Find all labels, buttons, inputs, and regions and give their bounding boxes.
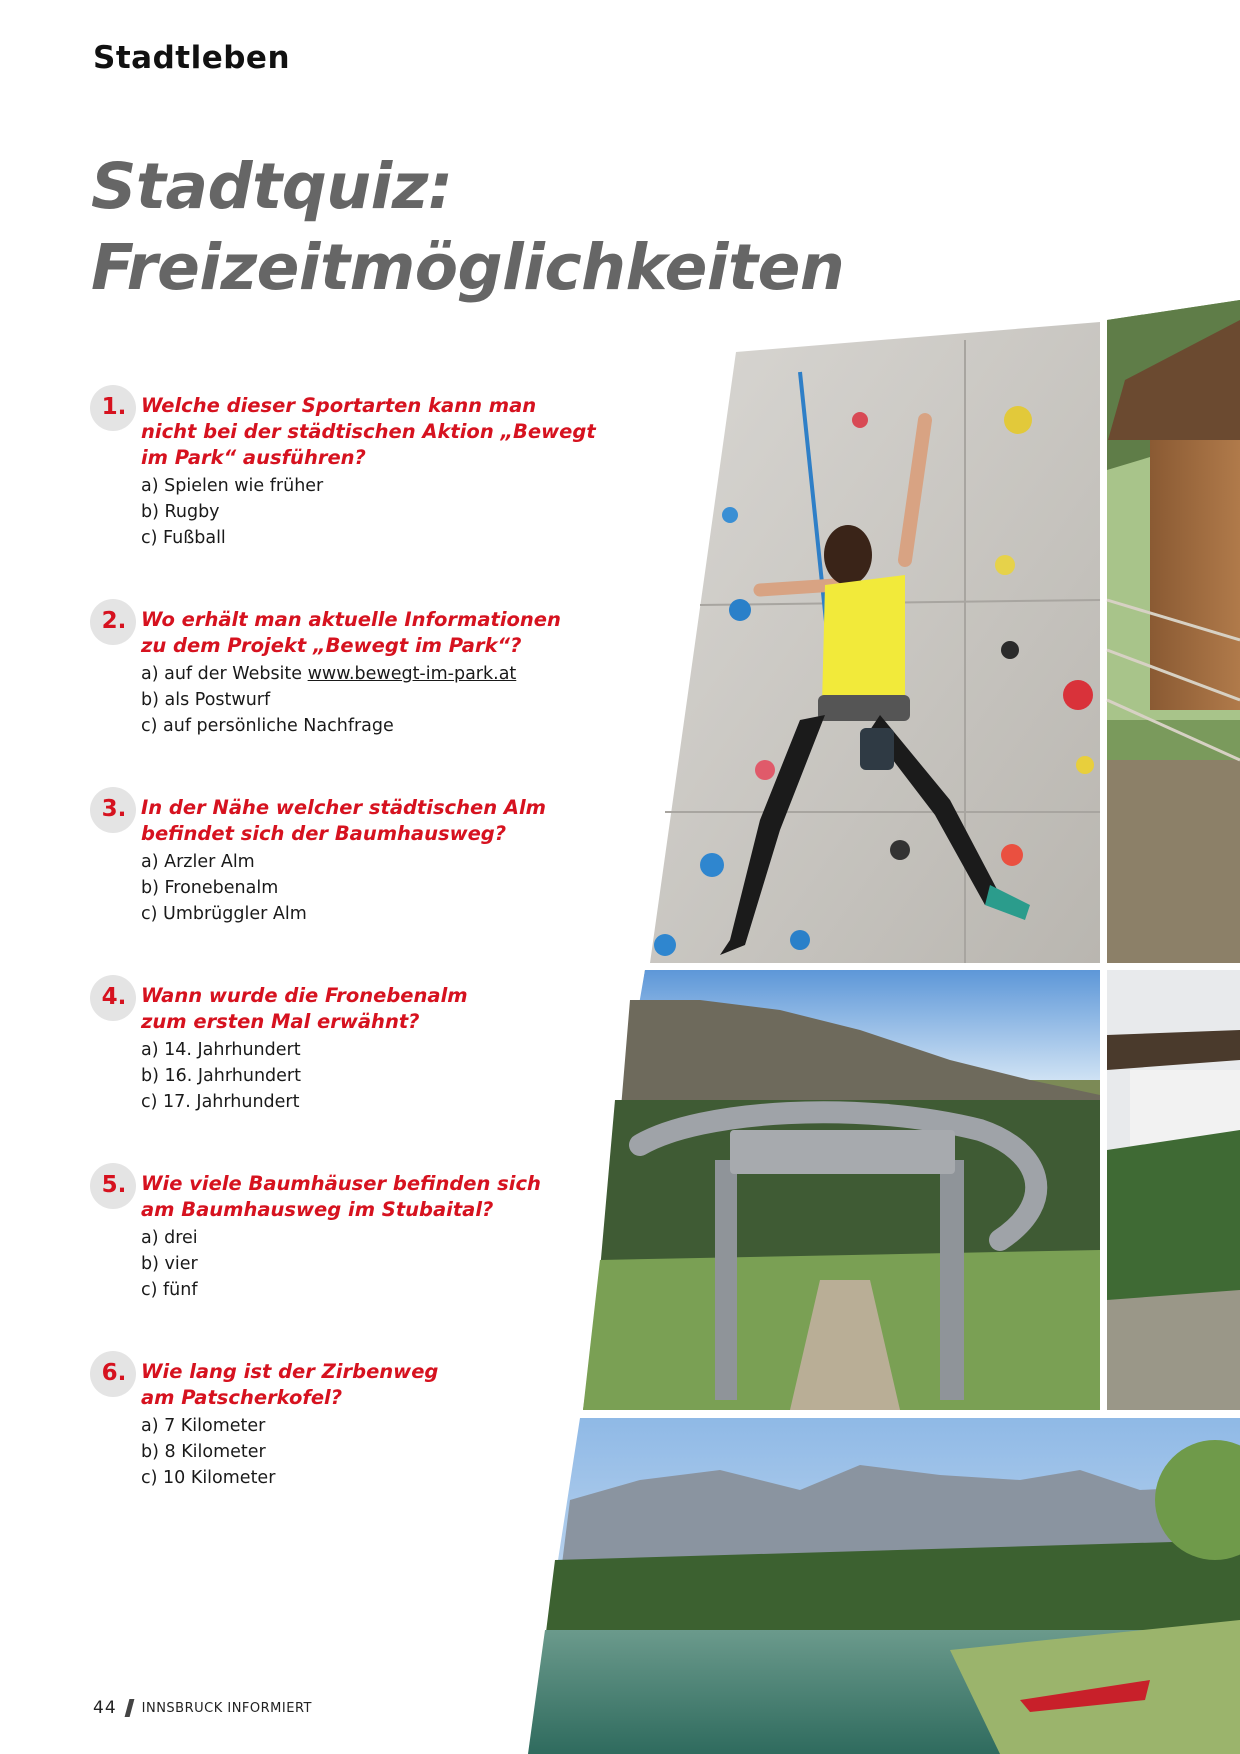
question-number: 3. [90,787,136,833]
question-text [141,607,610,659]
answer-option: a) Arzler Alm [141,852,255,872]
question-line: Wie viele Baumhäuser befinden sich [141,1172,541,1195]
question-line: am Patscherkofel? [141,1386,343,1409]
page-footer [93,1698,312,1718]
answer-list [141,849,610,927]
question-3 [90,795,610,927]
answer-option: a) Spielen wie früher [141,476,324,496]
answer-option: c) 17. Jahrhundert [141,1092,300,1112]
title-line-1: Stadtquiz: [91,150,453,223]
answer-list [141,1037,610,1115]
answer-option: b) 8 Kilometer [141,1442,266,1462]
answer-list [141,1225,610,1303]
answer-option: b) Rugby [141,502,220,522]
answer-option: c) auf persönliche Nachfrage [141,716,394,736]
answer-option: b) 16. Jahrhundert [141,1066,301,1086]
photo-lake [528,1418,1240,1754]
answer-list [141,473,610,551]
question-line: befindet sich der Baumhausweg? [141,822,507,845]
photo-climbing-wall [650,322,1100,963]
title-line-2: Freizeitmöglichkeiten [91,231,845,304]
publication-name: INNSBRUCK INFORMIERT [141,1700,312,1716]
question-text [141,1359,610,1411]
footer-divider [124,1699,134,1717]
website-link[interactable]: www.bewegt-im-park.at [307,664,517,684]
answer-option: c) fünf [141,1280,198,1300]
question-line: In der Nähe welcher städtischen Alm [141,796,546,819]
section-label: Stadtleben [93,40,291,76]
question-5 [90,1171,610,1303]
answer-option: c) 10 Kilometer [141,1468,276,1488]
question-text [141,1171,610,1223]
answer-option: a) 7 Kilometer [141,1416,266,1436]
answer-option: b) als Postwurf [141,690,271,710]
question-line: Wann wurde die Fronebenalm [141,984,468,1007]
question-6 [90,1359,610,1491]
question-line: nicht bei der städtischen Aktion „Bewegt [141,420,596,443]
answer-prefix: a) auf der Website [141,664,308,684]
answer-option: a) drei [141,1228,198,1248]
question-text [141,983,610,1035]
answer-option [141,661,610,687]
question-line: zum ersten Mal erwähnt? [141,1010,420,1033]
question-2 [90,607,610,739]
photo-treehouse [1107,300,1240,963]
question-4 [90,983,610,1115]
answer-option: c) Fußball [141,528,226,548]
page-number: 44 [93,1698,117,1718]
question-line: zu dem Projekt „Bewegt im Park“? [141,634,522,657]
answer-list [141,1413,610,1491]
answer-option: a) 14. Jahrhundert [141,1040,301,1060]
question-number: 2. [90,599,136,645]
photo-alm-building [1107,970,1240,1410]
answer-option: b) vier [141,1254,198,1274]
answer-option: b) Fronebenalm [141,878,279,898]
question-text [141,393,610,471]
question-number: 4. [90,975,136,1021]
answer-list [141,661,610,739]
question-number: 6. [90,1351,136,1397]
question-1 [90,393,610,551]
question-line: Welche dieser Sportarten kann man [141,394,537,417]
question-number: 5. [90,1163,136,1209]
photo-wooden-arch [583,970,1100,1410]
question-number: 1. [90,385,136,431]
question-line: Wo erhält man aktuelle Informationen [141,608,561,631]
question-line: im Park“ ausführen? [141,446,366,469]
question-line: am Baumhausweg im Stubaital? [141,1198,494,1221]
answer-option: c) Umbrüggler Alm [141,904,307,924]
question-line: Wie lang ist der Zirbenweg [141,1360,439,1383]
question-text [141,795,610,847]
